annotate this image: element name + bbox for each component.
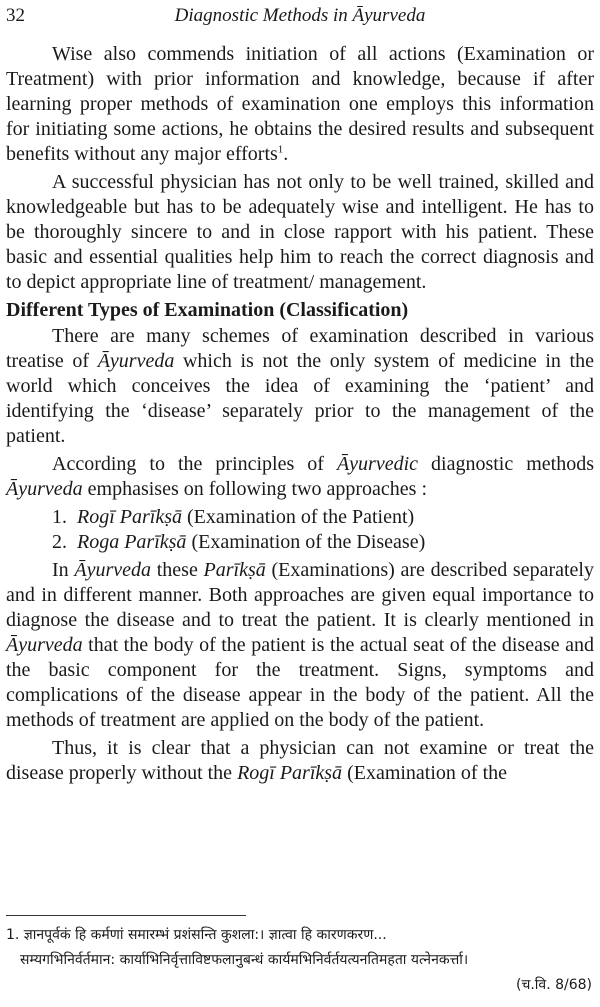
footnote-reference: (च.वि. 8/68) bbox=[515, 977, 592, 993]
footnote-divider bbox=[6, 915, 246, 916]
footnotes bbox=[6, 923, 594, 998]
paragraph: There are many schemes of examination described in various treatise of Āyurveda which is not the only system of medicine in the world which conceives the idea of examining the ‘patient’ and identifying the ‘disease’ separately prior to the management of the patient. bbox=[6, 325, 594, 447]
approach-list bbox=[6, 505, 594, 555]
paragraph: Wise also commends initiation of all actions (Examination or Treatment) with prior information and knowledge, because if after learning proper methods of examination one employs this information for initiating some actions, he obtains the desired results and subsequent benefits without any major efforts$^1$. bbox=[6, 43, 594, 165]
footnote-line: 1. ज्ञानपूर्वकं हि कर्मणां समारम्भं प्रशंसन्ति कुशला:। ज्ञात्वा हि कारणकरण... bbox=[6, 927, 387, 943]
paragraph: A successful physician has not only to be well trained, skilled and knowledgeable but has to be adequately wise and intelligent. He has to be thoroughly sincere to and in close rapport with his patient. These basic and essential qualities help him to reach the correct diagnosis and to depict appropriate line of treatment/ management. bbox=[6, 171, 594, 293]
footnote-line: सम्यगभिनिर्वर्तमान: कार्याभिनिर्वृत्ताविष्टफलानुबन्धं कार्यमभिनिर्वर्तयत्यनतिमहता यत्नेनकर्त्ता। bbox=[20, 952, 469, 968]
body-text bbox=[6, 42, 594, 789]
footnote-marker: 1 bbox=[277, 143, 284, 156]
running-title: Diagnostic Methods in Āyurveda bbox=[174, 5, 426, 26]
paragraph: Thus, it is clear that a physician can not examine or treat the disease properly without the Rogī Parīkṣā (Examination of the bbox=[6, 737, 594, 784]
list-item: 1. Rogī Parīkṣā (Examination of the Patient) bbox=[52, 506, 415, 528]
section-heading: Different Types of Examination (Classification) bbox=[6, 299, 409, 321]
list-item: 2. Roga Parīkṣā (Examination of the Disease) bbox=[52, 531, 426, 553]
paragraph: According to the principles of Āyurvedic diagnostic methods Āyurveda emphasises on following two approaches : bbox=[6, 453, 594, 500]
page-number: 32 bbox=[6, 5, 25, 26]
running-header bbox=[6, 4, 594, 28]
paragraph: In Āyurveda these Parīkṣā (Examinations) are described separately and in different manner. Both approaches are given equal importance to diagnose the disease and to treat the patient. It is clearly mentioned in Āyurveda that the body of the patient is the actual seat of the disease and the basic component for the treatment. Signs, symptoms and complications of the disease appear in the body of the patient. All the methods of treatment are applied on the body of the patient. bbox=[6, 559, 594, 731]
